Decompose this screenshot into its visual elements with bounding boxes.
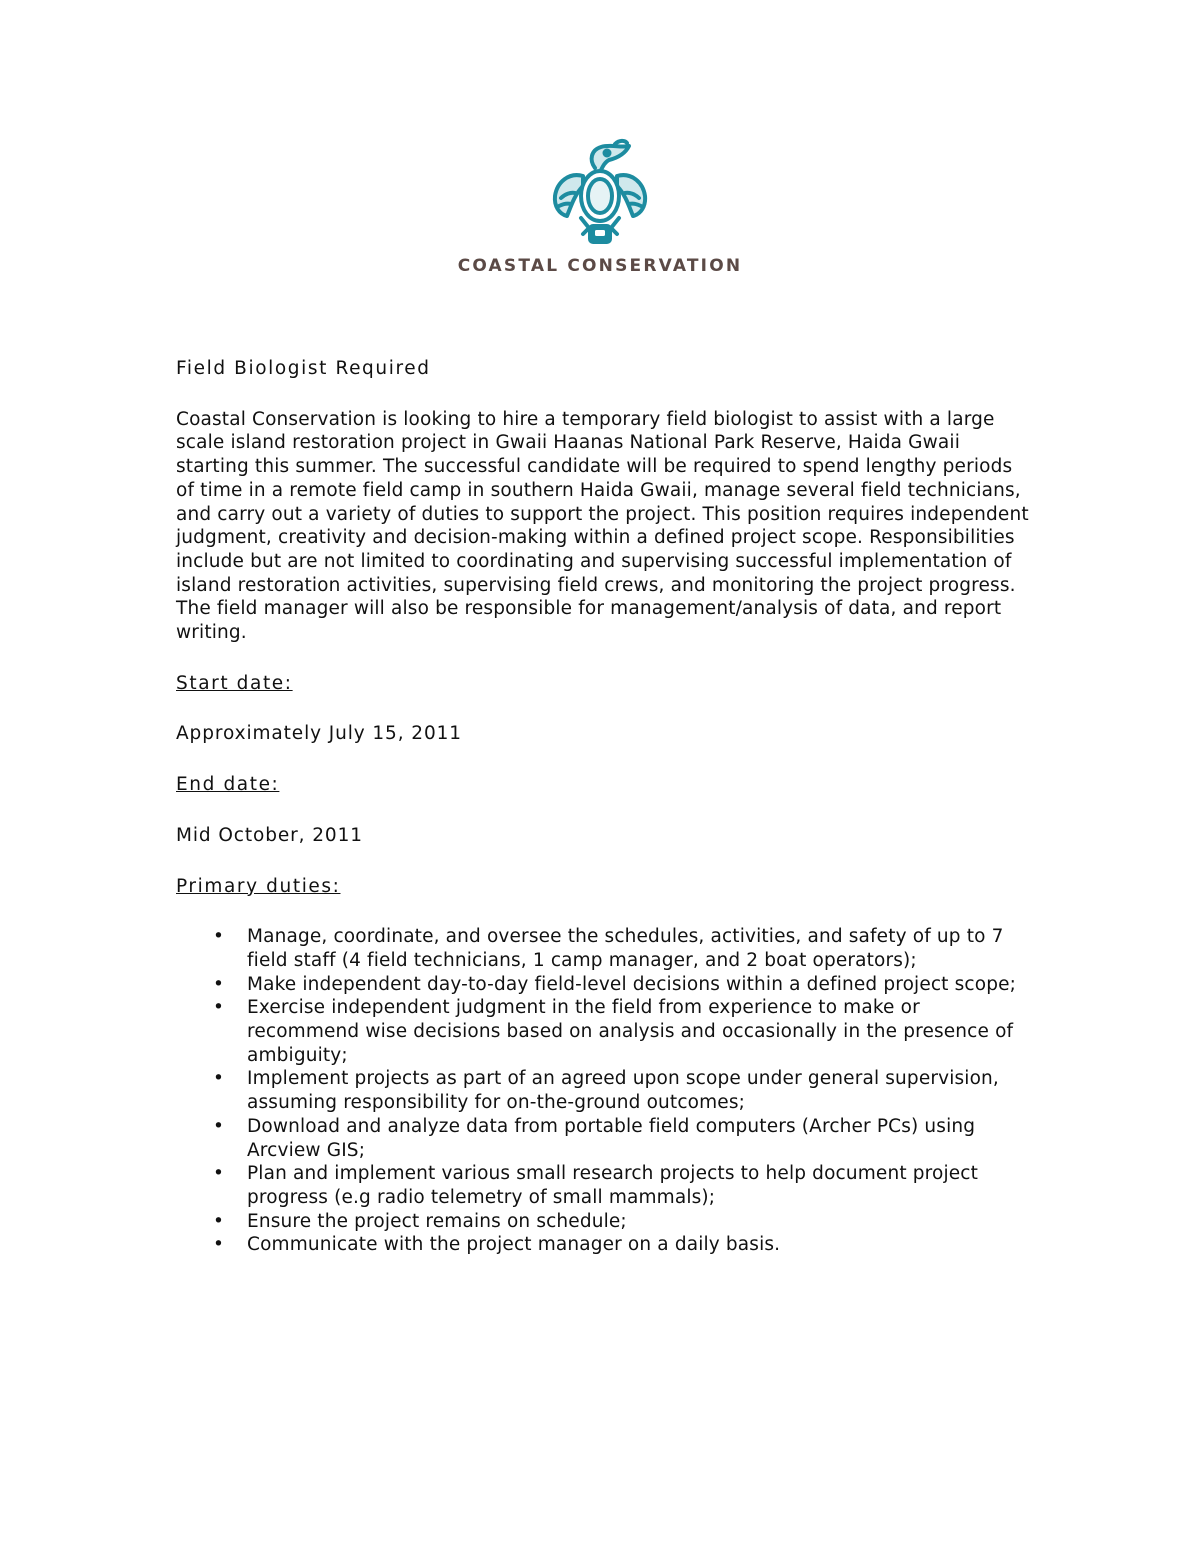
bullet-icon: • [213,1115,225,1137]
duty-text: Communicate with the project manager on a daily basis. [247,1234,781,1256]
page-title: Field Biologist Required [176,358,431,379]
duty-text: Plan and implement various small research projects to help document project progress (e.g radio telemetry of small mammals); [247,1163,979,1208]
start-date-value: Approximately July 15, 2011 [176,723,462,745]
list-item [176,1210,1036,1234]
raven-bird-icon [545,138,655,248]
bullet-icon: • [213,1210,225,1232]
list-item [176,1067,1036,1114]
bullet-icon: • [213,997,225,1019]
logo-wordmark: COASTAL CONSERVATION [457,256,743,276]
bullet-icon: • [213,1068,225,1090]
list-item [176,925,1036,972]
list-item [176,1115,1036,1162]
duties-list [176,925,1036,1257]
duty-text: Make independent day-to-day field-level decisions within a defined project scope; [247,973,1017,995]
bullet-icon: • [213,926,225,948]
duty-text: Ensure the project remains on schedule; [247,1210,627,1232]
bullet-icon: • [213,1163,225,1185]
document-body [176,357,1036,1257]
list-item [176,996,1036,1067]
bullet-icon: • [213,973,225,995]
start-date-heading: Start date: [176,672,293,694]
duty-text: Download and analyze data from portable field computers (Archer PCs) using Arcview GIS; [247,1115,976,1161]
bullet-icon: • [213,1234,225,1256]
organization-logo [440,138,760,288]
list-item [176,1233,1036,1257]
intro-paragraph: Coastal Conservation is looking to hire a temporary field biologist to assist with a large scale island restoration project in Gwaii Haanas National Park Reserve, Haida Gwaii starting this summer. The successful candidate will be required to spend lengthy periods of time in a remote field camp in southern Haida Gwaii, manage several field technicians, and carry out a variety of duties to support the project. This position requires independent judgment, creativity and decision-making within a defined project scope. Responsibilities include but are not limited to coordinating and supervising successful implementation of island restoration activities, supervising field crews, and monitoring the project progress. The field manager will also be responsible for management/analysis of data, and report writing. [176,408,1029,644]
duty-text: Implement projects as part of an agreed upon scope under general supervision, assuming responsibility for on-the-ground outcomes; [247,1068,999,1114]
duty-text: Exercise independent judgment in the field from experience to make or recommend wise decisions based on analysis and occasionally in the presence of ambiguity; [247,997,1014,1066]
end-date-heading: End date: [176,774,280,796]
end-date-value: Mid October, 2011 [176,824,363,846]
duty-text: Manage, coordinate, and oversee the schedules, activities, and safety of up to 7 field staff (4 field technicians, 1 camp manager, and 2 boat operators); [247,926,1004,971]
list-item [176,973,1036,997]
primary-duties-heading: Primary duties: [176,875,341,897]
list-item [176,1162,1036,1209]
